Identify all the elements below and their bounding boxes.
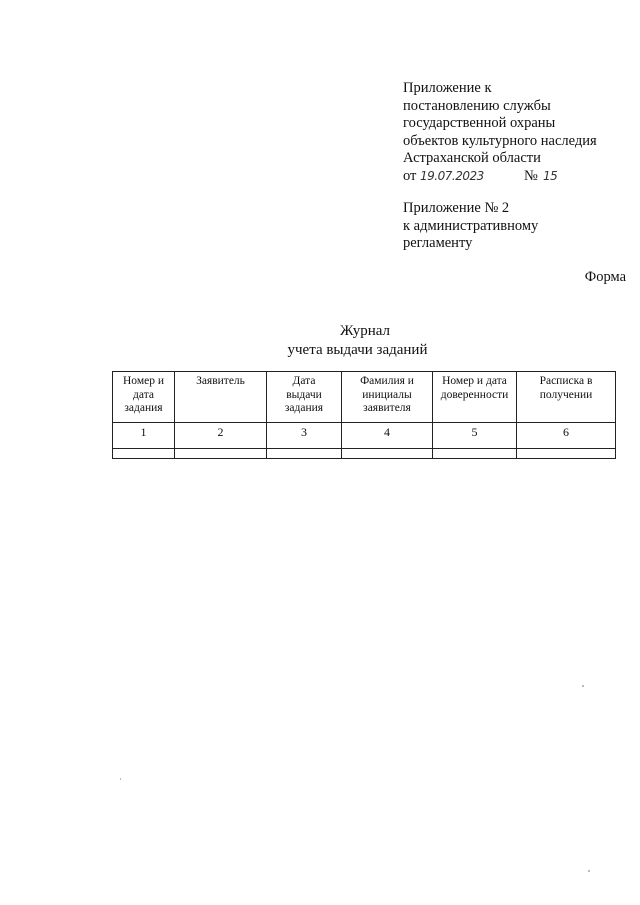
header-cell: Номер и дата задания: [113, 372, 175, 423]
scan-speck: [588, 870, 590, 872]
column-number-row: [113, 423, 616, 449]
table-empty-row: [113, 449, 616, 459]
empty-cell: [113, 449, 175, 459]
journal-table: [112, 371, 616, 459]
number-label: №: [524, 167, 538, 184]
empty-cell: [175, 449, 267, 459]
empty-cell: [342, 449, 433, 459]
header-cell: Заявитель: [175, 372, 267, 423]
empty-cell: [517, 449, 616, 459]
empty-cell: [267, 449, 342, 459]
handwritten-number: 15: [543, 168, 558, 183]
column-number: 1: [113, 423, 175, 449]
empty-cell: [433, 449, 517, 459]
column-number: 2: [175, 423, 267, 449]
table-header-row: [113, 372, 616, 423]
column-number: 6: [517, 423, 616, 449]
appendix2-line: Приложение № 2: [403, 200, 510, 216]
form-label: Форма: [584, 269, 626, 285]
appendix-date-line: [403, 168, 638, 186]
appendix-line: государственной охраны: [403, 115, 556, 131]
appendix-line: объектов культурного наследия: [403, 132, 597, 149]
column-number: 3: [267, 423, 342, 449]
handwritten-date: 19.07.2023: [420, 168, 484, 183]
header-cell: Фамилия и инициалы заявителя: [342, 372, 433, 423]
header-cell: Расписка в получении: [517, 372, 616, 423]
journal-title: [0, 322, 640, 360]
title-line-1: Журнал: [339, 323, 390, 339]
appendix-line: Астраханской области: [403, 150, 541, 166]
header-cell: Дата выдачи задания: [267, 372, 342, 423]
title-line-2: учета выдачи заданий: [287, 342, 428, 358]
appendix-line: постановлению службы: [403, 97, 551, 114]
scan-speck: [120, 778, 121, 780]
scan-speck: [582, 685, 584, 687]
column-number: 5: [433, 423, 517, 449]
date-prefix: от: [403, 167, 417, 184]
header-cell: Номер и дата доверенности: [433, 372, 517, 423]
column-number: 4: [342, 423, 433, 449]
appendix-line: Приложение к: [403, 80, 492, 96]
appendix2-block: [403, 200, 638, 253]
appendix-block: [403, 80, 638, 185]
appendix2-line: регламенту: [403, 235, 473, 251]
appendix2-line: к административному: [403, 217, 539, 234]
